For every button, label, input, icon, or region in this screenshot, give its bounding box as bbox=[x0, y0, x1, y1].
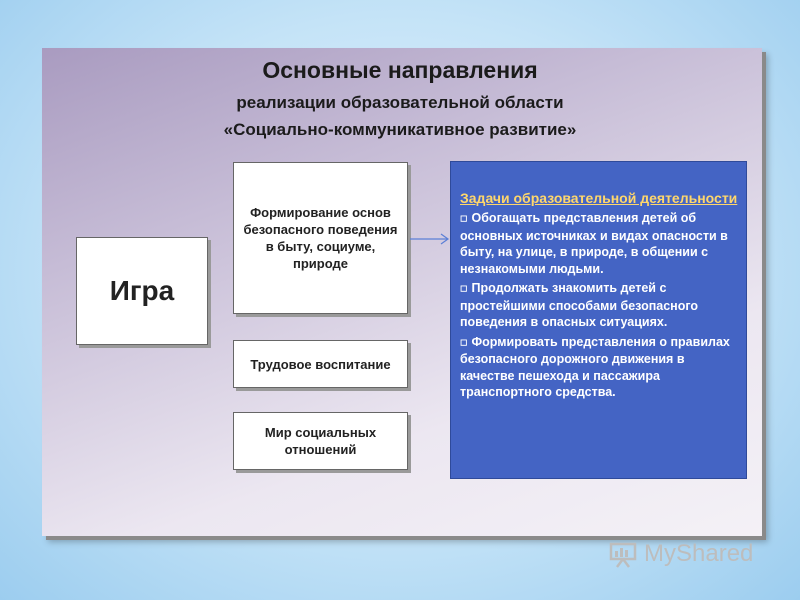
square-bullet-icon: ◻ bbox=[460, 283, 468, 293]
task-item bbox=[460, 334, 738, 401]
arrow-icon bbox=[410, 232, 450, 246]
tasks-heading: Задачи образовательной деятельности bbox=[460, 190, 738, 206]
presentation-board-icon bbox=[608, 539, 638, 569]
direction-safety-box: Формирование основ безопасного поведения в быту, социуме, природе bbox=[233, 162, 408, 314]
slide-title: Основные направления bbox=[262, 57, 538, 83]
square-bullet-icon: ◻ bbox=[460, 336, 468, 347]
task-text: Обогащать представления детей об основных источниках и видах опасности в быту, на улице, в природе, в общении с незнакомыми людьми. bbox=[460, 211, 728, 276]
direction-labor-box: Трудовое воспитание bbox=[233, 340, 408, 388]
game-box: Игра bbox=[76, 237, 208, 345]
slide-subtitle: реализации образовательной области bbox=[236, 93, 564, 112]
watermark-text: MyShared bbox=[644, 540, 754, 567]
slide-subtitle-area: «Социально-коммуникативное развитие» bbox=[223, 120, 577, 139]
task-item bbox=[460, 280, 738, 331]
tasks-panel bbox=[450, 161, 747, 479]
direction-social-box: Мир социальных отношений bbox=[233, 412, 408, 470]
task-text: Продолжать знакомить детей с простейшими способами безопасного поведения в опасных ситуациях. bbox=[460, 281, 699, 329]
task-text: Формировать представления о правилах безопасного дорожного движения в качестве пешехода и пассажира транспортного средства. bbox=[460, 334, 730, 399]
watermark bbox=[608, 536, 778, 572]
task-item bbox=[460, 210, 738, 277]
square-bullet-icon: ◻ bbox=[460, 213, 468, 223]
